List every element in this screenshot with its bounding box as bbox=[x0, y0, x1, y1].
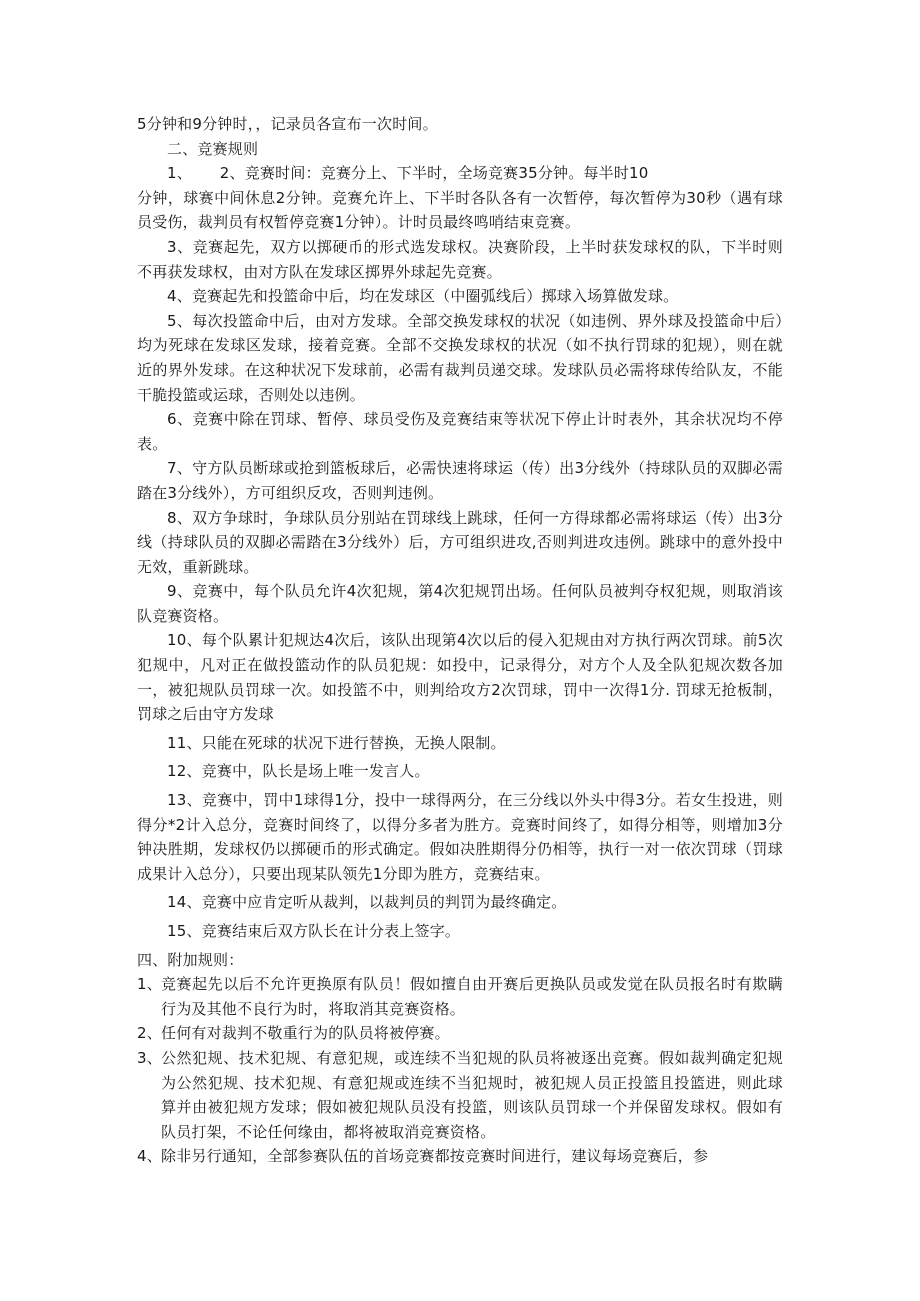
rule-10: 10、每个队累计犯规达4次后，该队出现第4次以后的侵入犯规由对方执行两次罚球。前5次犯规中，凡对正在做投篮动作的队员犯规：如投中，记录得分，对方个人及全队犯规次数各加一，被犯规队员罚球一次。如投篮不中，则判给攻方2次罚球，罚中一次得1分. 罚球无抢板制，罚球之后由守方发球 bbox=[137, 631, 783, 724]
section-heading-additional-rules: 四、附加规则： bbox=[137, 950, 244, 969]
section-heading-rules: 二、竞赛规则 bbox=[167, 139, 259, 158]
rule-6: 6、竞赛中除在罚球、暂停、球员受伤及竞赛结束等状况下停止计时表外，其余状况均不停表。 bbox=[137, 410, 783, 453]
additional-rule-2 bbox=[137, 1021, 783, 1046]
rule-1-2-first-line: 1、 2、竞赛时间：竞赛分上、下半时，全场竞赛35分钟。每半时10 bbox=[167, 164, 649, 183]
additional-rule-4 bbox=[137, 1144, 783, 1169]
rule-8: 8、双方争球时，争球队员分别站在罚球线上跳球，任何一方得球都必需将球运（传）出3分线（持球队员的双脚必需踏在3分线外）后，方可组织进攻,否则判进攻违例。跳球中的意外投中无效，重新跳球。 bbox=[137, 508, 783, 576]
additional-rule-4-text: 除非另行通知，全部参赛队伍的首场竞赛都按竞赛时间进行，建议每场竞赛后，参 bbox=[161, 1147, 709, 1166]
rule-14: 14、竞赛中应肯定听从裁判，以裁判员的判罚为最终确定。 bbox=[167, 893, 567, 912]
rule-11: 11、只能在死球的状况下进行替换，无换人限制。 bbox=[167, 733, 506, 752]
rule-13: 13、竞赛中，罚中1球得1分，投中一球得两分，在三分线以外头中得3分。若女生投进，则得分*2计入总分，竞赛时间终了，以得分多者为胜方。竞赛时间终了，如得分相等，则增加3分钟决胜期，发球权仍以掷硬币的形式确定。假如决胜期得分仍相等，执行一对一依次罚球（罚球成果计入总分），只要出现某队领先1分即为胜方，竞赛结束。 bbox=[137, 791, 783, 883]
rule-4: 4、竞赛起先和投篮命中后，均在发球区（中圈弧线后）掷球入场算做发球。 bbox=[167, 287, 679, 306]
additional-rule-3 bbox=[137, 1046, 783, 1144]
additional-rule-2-text: 任何有对裁判不敬重行为的队员将被停赛。 bbox=[161, 1024, 450, 1043]
rule-2-body: 分钟，球赛中间休息2分钟。竞赛允许上、下半时各队各有一次暂停，每次暂停为30秒（遇有球员受伤，裁判员有权暂停竞赛1分钟）。计时员最终鸣哨结束竞赛。 bbox=[137, 188, 783, 232]
additional-rule-4-number: 4、 bbox=[137, 1147, 162, 1166]
rule-3: 3、竞赛起先，双方以掷硬币的形式选发球权。决赛阶段，上半时获发球权的队，下半时则不再获发球权，由对方队在发球区掷界外球起先竞赛。 bbox=[137, 237, 783, 281]
additional-rule-3-number: 3、 bbox=[137, 1048, 162, 1067]
rule-15: 15、竞赛结束后双方队长在计分表上签字。 bbox=[167, 922, 461, 940]
rule-7: 7、守方队员断球或抢到篮板球后，必需快速将球运（传）出3分线外（持球队员的双脚必需踏在3分线外），方可组织反攻，否则判违例。 bbox=[137, 459, 783, 502]
additional-rule-3-text: 公然犯规、技术犯规、有意犯规，或连续不当犯规的队员将被逐出竞赛。假如裁判确定犯规为公然犯规、技术犯规、有意犯规或连续不当犯规时，被犯规人员正投篮且投篮进，则此球算并由被犯规方发球；假如被犯规队员没有投篮，则该队员罚球一个并保留发球权。假如有队员打架，不论任何缘由，都将被取消竞赛资格。 bbox=[161, 1048, 783, 1141]
additional-rule-1-text: 竞赛起先以后不允许更换原有队员！假如擅自由开赛后更换队员或发觉在队员报名时有欺瞒行为及其他不良行为时，将取消其竞赛资格。 bbox=[161, 975, 783, 1018]
intro-line: 5分钟和9分钟时，，记录员各宣布一次时间。 bbox=[137, 115, 438, 133]
additional-rule-1 bbox=[137, 972, 783, 1021]
rule-12: 12、竞赛中，队长是场上唯一发言人。 bbox=[167, 762, 430, 781]
additional-rule-2-number: 2、 bbox=[137, 1024, 162, 1043]
additional-rule-1-number: 1、 bbox=[137, 975, 162, 994]
document-page bbox=[137, 112, 783, 1169]
rule-5: 5、每次投篮命中后，由对方发球。全部交换发球权的状况（如违例、界外球及投篮命中后）均为死球在发球区发球，接着竞赛。全部不交换发球权的状况（如不执行罚球的犯规），则在就近的界外发球。在这种状况下发球前，必需有裁判员递交球。发球队员必需将球传给队友，不能干脆投篮或运球，否则处以违例。 bbox=[137, 311, 783, 404]
rule-9: 9、竞赛中，每个队员允许4次犯规，第4次犯规罚出场。任何队员被判夺权犯规，则取消该队竞赛资格。 bbox=[137, 582, 783, 625]
